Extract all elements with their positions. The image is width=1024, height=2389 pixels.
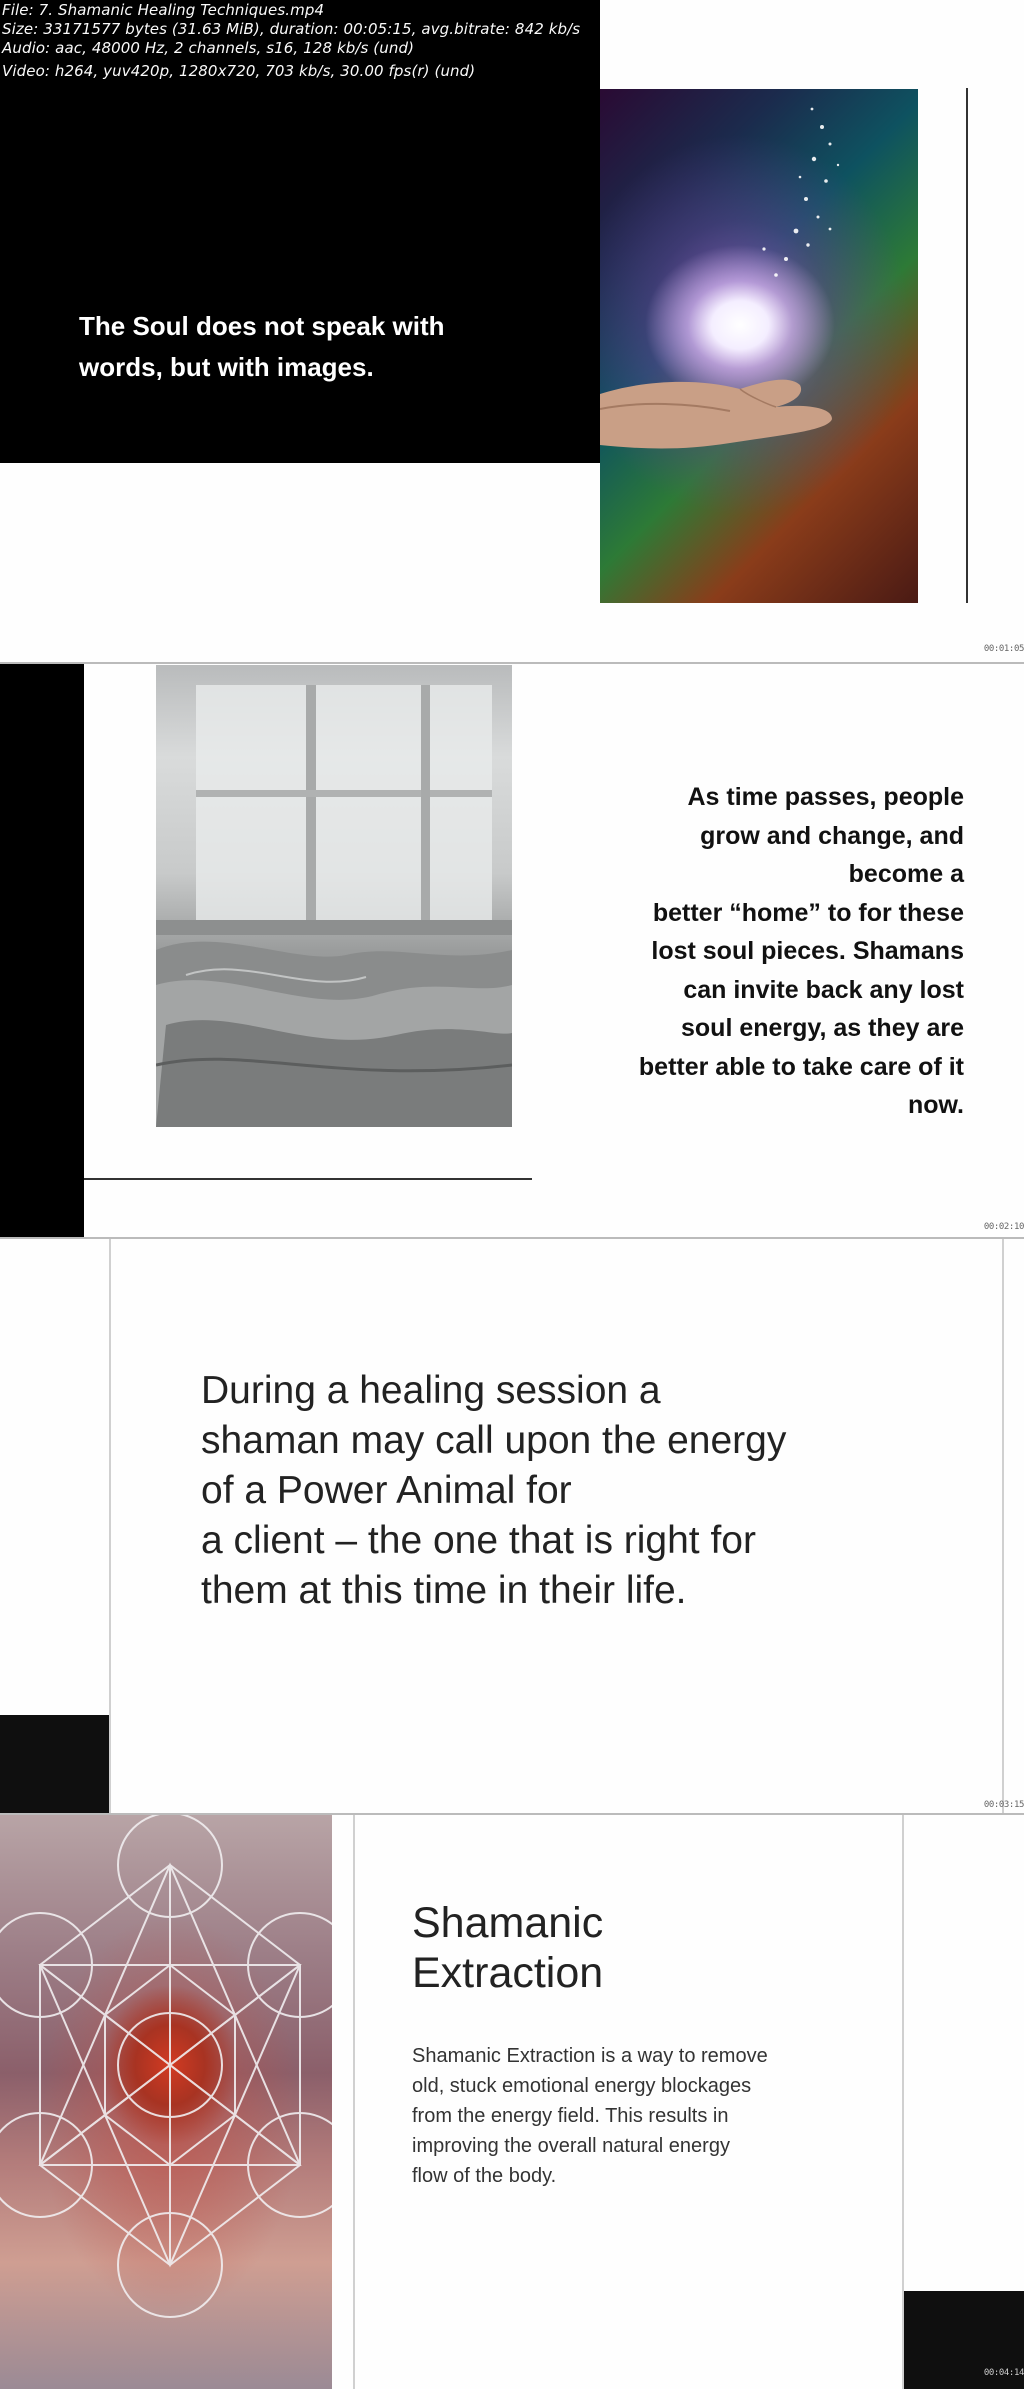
body-line: Shamanic Extraction is a way to remove xyxy=(412,2045,768,2067)
slide-dark-panel xyxy=(0,88,600,463)
timestamp: 00:04:14 xyxy=(983,2368,1024,2378)
bedroom-window-image xyxy=(156,665,512,1127)
paragraph-line: a client – the one that is right for xyxy=(201,1519,756,1562)
timestamp-overlay xyxy=(982,637,1024,654)
timestamp-overlay xyxy=(982,1222,1024,1232)
body-line: improving the overall natural energy xyxy=(412,2135,730,2157)
body-line: old, stuck emotional energy blockages xyxy=(412,2075,752,2097)
file-info-line-1: File: 7. Shamanic Healing Techniques.mp4 xyxy=(2,1,325,19)
file-info-header xyxy=(0,0,600,88)
slide-right-rule xyxy=(1002,1239,1004,1813)
paragraph-line: now. xyxy=(907,1091,964,1119)
video-frame-1 xyxy=(0,88,1024,662)
slide-title xyxy=(412,1898,603,1998)
video-frame-3 xyxy=(0,1239,1024,1813)
paragraph-line: become a xyxy=(848,860,964,888)
timestamp: 00:02:10 xyxy=(983,1222,1024,1232)
timestamp-overlay xyxy=(982,1800,1024,1810)
paragraph-line: better able to take care of it xyxy=(638,1052,964,1081)
title-line-1: Shamanic xyxy=(412,1899,604,1947)
title-line-2: Extraction xyxy=(412,1949,604,1997)
paragraph-line: better “home” to for these xyxy=(652,898,964,927)
paragraph-line: shaman may call upon the energy xyxy=(201,1419,787,1462)
video-frame-2 xyxy=(0,664,1024,1238)
slide-body xyxy=(412,2041,852,2191)
paragraph-line: As time passes, people xyxy=(687,783,964,811)
paragraph-line: grow and change, and xyxy=(700,821,964,850)
paragraph-line: of a Power Animal for xyxy=(201,1469,572,1512)
slide-paragraph xyxy=(201,1366,981,1616)
body-line: flow of the body. xyxy=(412,2165,557,2187)
paragraph-line: soul energy, as they are xyxy=(681,1014,964,1042)
slide-dark-corner xyxy=(0,1715,110,1813)
paragraph-line: During a healing session a xyxy=(201,1369,661,1412)
file-info-line-4: Video: h264, yuv420p, 1280x720, 703 kb/s, 30.00 fps(r) (und) xyxy=(2,62,476,80)
paragraph-line: can invite back any lost xyxy=(683,975,964,1004)
slide-divider xyxy=(966,88,968,603)
slide-left-bar xyxy=(0,664,84,1238)
slide-underline xyxy=(84,1178,532,1180)
glowing-hand-image xyxy=(600,89,918,603)
quote-line-1: The Soul does not speak with xyxy=(79,311,445,341)
file-info-line-2: Size: 33171577 bytes (31.63 MiB), duration: 00:05:15, avg.bitrate: 842 kb/s xyxy=(2,20,581,38)
slide-quote xyxy=(79,306,445,388)
timestamp: 00:01:05 xyxy=(983,644,1024,654)
file-info-line-3: Audio: aac, 48000 Hz, 2 channels, s16, 128 kb/s (und) xyxy=(2,39,415,57)
slide-paragraph xyxy=(560,778,964,1125)
slide-left-rule xyxy=(353,1815,355,2389)
quote-line-2: words, but with images. xyxy=(79,352,374,382)
timestamp: 00:03:15 xyxy=(983,1800,1024,1810)
paragraph-line: them at this time in their life. xyxy=(201,1569,687,1612)
slide-left-rule xyxy=(109,1239,111,1813)
timestamp-overlay xyxy=(982,2368,1024,2378)
body-line: from the energy field. This results in xyxy=(412,2105,729,2127)
video-frame-4 xyxy=(0,1815,1024,2389)
sacred-geometry-image xyxy=(0,1815,332,2389)
paragraph-line: lost soul pieces. Shamans xyxy=(651,937,964,965)
